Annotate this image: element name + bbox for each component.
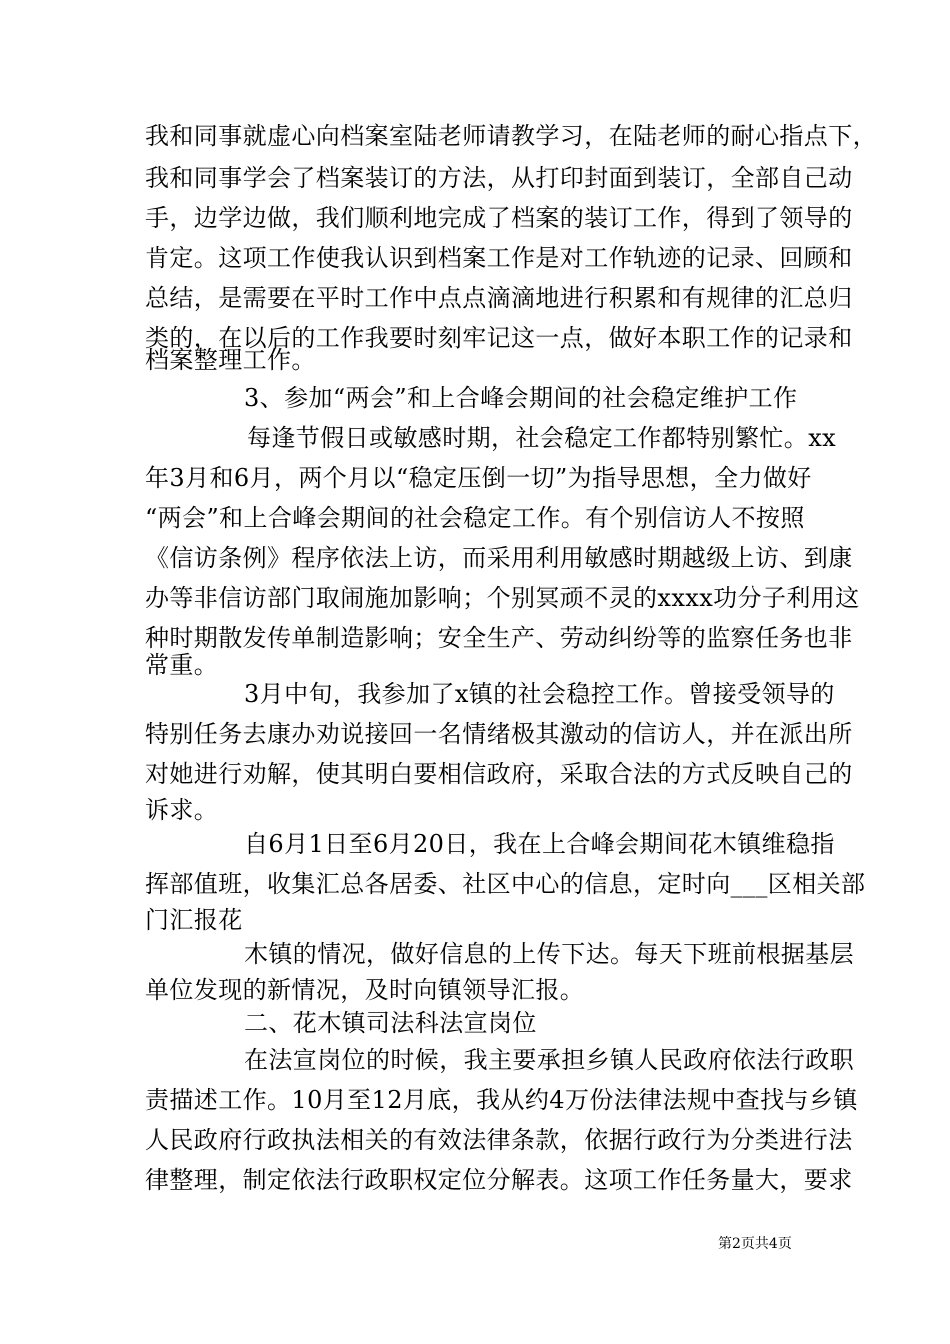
text-line-24: 单位发现的新情况，及时向镇领导汇报。 [145,976,585,1004]
text-line-15: 常重。 [145,651,219,679]
text-line-16: 3月中旬，我参加了x镇的社会稳控工作。曾接受领导的 [244,680,835,708]
text-line-9: 每逢节假日或敏感时期，社会稳定工作都特别繁忙。xx [247,424,837,452]
section-heading-2: 二、花木镇司法科法宣岗位 [244,1009,537,1037]
text-line-27: 责描述工作。10月至12月底，我从约4万份法律法规中查找与乡镇 [145,1086,858,1114]
text-line-11: “两会”和上合峰会期间的社会稳定工作。有个别信访人不按照 [145,504,805,532]
text-line-1: 我和同事就虚心向档案室陆老师请教学习，在陆老师的耐心指点下， [145,122,877,150]
text-line-12: 《信访条例》程序依法上访，而采用利用敏感时期越级上访、到康 [145,544,853,572]
text-line-29: 律整理，制定依法行政职权定位分解表。这项工作任务量大，要求 [145,1166,853,1194]
text-line-14: 种时期散发传单制造影响；安全生产、劳动纠纷等的监察任务也非 [145,624,853,652]
section-heading-3: 3、参加“两会”和上合峰会期间的社会稳定维护工作 [244,384,798,412]
text-line-2: 我和同事学会了档案装订的方法，从打印封面到装订，全部自己动 [145,164,853,192]
text-line-5: 总结，是需要在平时工作中点点滴滴地进行积累和有规律的汇总归 [145,284,853,312]
text-line-21: 挥部值班，收集汇总各居委、社区中心的信息，定时向___区相关部 [145,870,866,898]
text-line-6: 类的，在以后的工作我要时刻牢记这一点，做好本职工作的记录和 [145,324,853,352]
text-line-4: 肯定。这项工作使我认识到档案工作是对工作轨迹的记录、回顾和 [145,244,853,272]
text-line-18: 对她进行劝解，使其明白要相信政府，采取合法的方式反映自己的 [145,760,853,788]
text-line-22: 门汇报花 [145,906,243,934]
text-line-26: 在法宣岗位的时候，我主要承担乡镇人民政府依法行政职 [244,1046,854,1074]
text-line-20: 自6月1日至6月20日，我在上合峰会期间花木镇维稳指 [244,830,835,858]
page-number-footer: 第2页共4页 [718,1236,792,1252]
text-line-13: 办等非信访部门取闹施加影响；个别冥顽不灵的xxxx功分子利用这 [145,584,860,612]
text-line-28: 人民政府行政执法相关的有效法律条款，依据行政行为分类进行法 [145,1126,853,1154]
text-line-3: 手，边学边做，我们顺利地完成了档案的装订工作，得到了领导的 [145,204,853,232]
text-line-7: 档案整理工作。 [145,346,316,374]
text-line-17: 特别任务去康办劝说接回一名情绪极其激动的信访人，并在派出所 [145,720,853,748]
text-line-19: 诉求。 [145,796,219,824]
text-line-10: 年3月和6月，两个月以“稳定压倒一切”为指导思想，全力做好 [145,464,812,492]
text-line-23: 木镇的情况，做好信息的上传下达。每天下班前根据基层 [244,940,854,968]
